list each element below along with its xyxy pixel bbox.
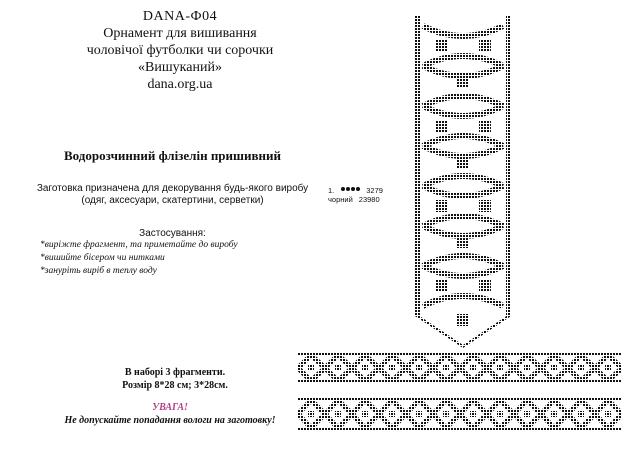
horizontal-ornament-pattern-2 xyxy=(298,398,622,430)
product-code: DANA-Ф04 xyxy=(142,9,218,24)
usage-item-1: *виріжте фрагмент, та приметайте до виробу xyxy=(40,240,238,250)
material-heading: Водорозчинний флізелін пришивний xyxy=(64,148,281,163)
legend-number: 1. xyxy=(328,186,335,195)
website: dana.org.ua xyxy=(147,77,213,92)
usage-list xyxy=(40,239,238,278)
usage-item-3: *зануріть виріб в теплу воду xyxy=(40,266,157,276)
set-count: В наборі 3 фрагменти. xyxy=(124,367,226,378)
horizontal-ornament-pattern-1 xyxy=(298,353,622,383)
title-block xyxy=(40,8,320,93)
vertical-ornament-pattern xyxy=(415,16,511,348)
color-legend xyxy=(328,186,383,204)
purpose-text xyxy=(30,183,315,207)
usage-item-2: *вишийте бісером чи нитками xyxy=(40,253,165,263)
warning-block xyxy=(40,401,300,427)
set-size: Розмір 8*28 см; 3*28см. xyxy=(122,380,228,391)
purpose-line-1: Заготовка призначена для декорування будь-якого виробу xyxy=(36,183,309,194)
legend-code-1: 3279 xyxy=(366,186,383,195)
bead-swatch-icon xyxy=(340,186,360,192)
usage-title: Застосування: xyxy=(139,228,206,239)
warning-text: Не допускайте попадання вологи на заготовку! xyxy=(64,415,276,426)
set-info xyxy=(60,366,290,392)
title-line-2: чоловічої футболки чи сорочки xyxy=(86,43,274,58)
title-line-3: «Вишуканий» xyxy=(138,60,222,75)
legend-color-name: чорний xyxy=(328,195,353,204)
warning-title: УВАГА! xyxy=(152,402,188,413)
title-line-1: Орнамент для вишивання xyxy=(103,26,257,41)
purpose-line-2: (одяг, аксесуари, скатертини, серветки) xyxy=(81,195,264,206)
legend-code-2: 23980 xyxy=(358,195,380,204)
